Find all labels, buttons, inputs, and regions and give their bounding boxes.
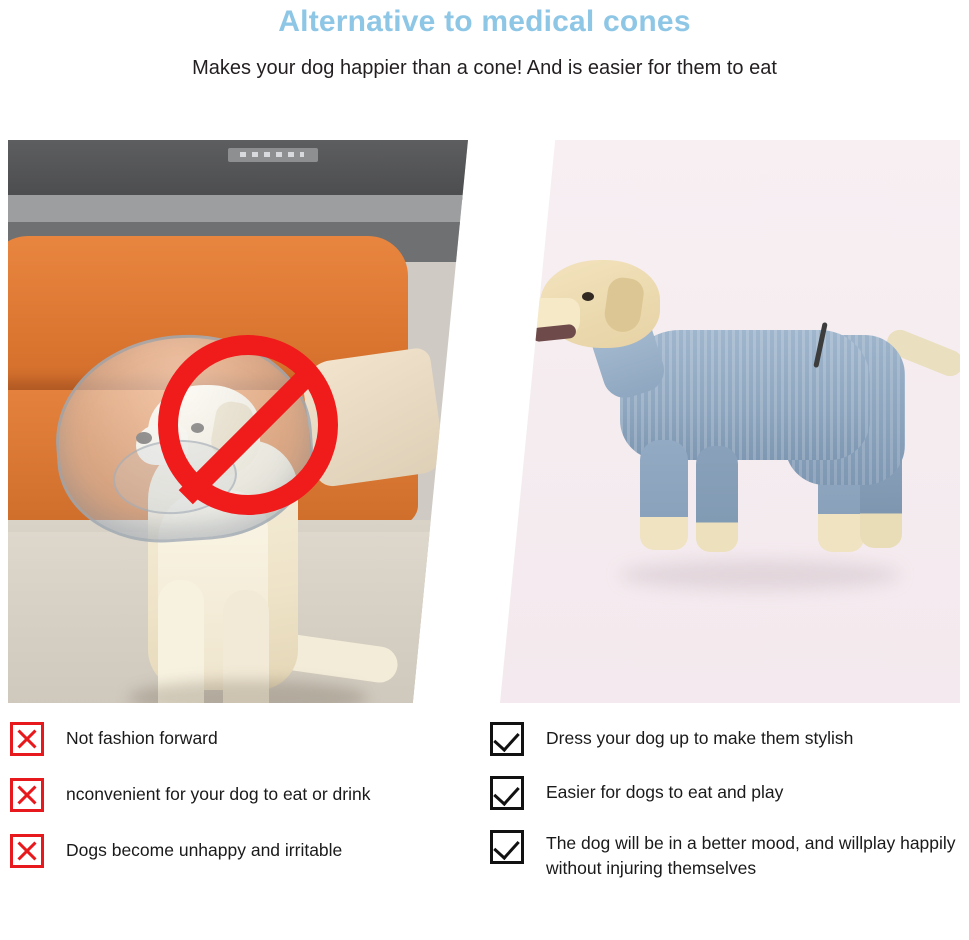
- red-x-checkbox-icon: [10, 722, 44, 756]
- cons-list: [10, 722, 480, 890]
- dog-wearing-medical-cone-photo: [8, 140, 468, 703]
- check-icon: [493, 833, 520, 860]
- list-item-label: Easier for dogs to eat and play: [546, 782, 784, 802]
- dog-nose: [522, 305, 538, 317]
- list-item-label: The dog will be in a better mood, and willplay happily without injuring themselves: [546, 833, 956, 878]
- list-item: [10, 778, 480, 812]
- dog-front-leg-far: [696, 446, 738, 552]
- black-check-checkbox-icon: [490, 776, 524, 810]
- dog-ground-shadow: [620, 560, 900, 590]
- comparison-lists: [0, 722, 969, 940]
- living-room-scene: [8, 140, 468, 703]
- page-title: Alternative to medical cones: [278, 5, 691, 38]
- list-item: [490, 830, 960, 881]
- dog-wearing-recovery-suit-photo: [500, 140, 960, 703]
- check-icon: [493, 725, 520, 752]
- list-item-label: Dogs become unhappy and irritable: [66, 840, 343, 860]
- no-symbol-icon: [158, 335, 338, 515]
- dog-front-leg-near: [640, 440, 688, 550]
- list-item: [10, 722, 480, 756]
- check-icon: [493, 779, 520, 806]
- comparison-images: [0, 132, 969, 712]
- wall-lower: [8, 195, 468, 225]
- red-x-checkbox-icon: [10, 778, 44, 812]
- list-item: [10, 834, 480, 868]
- dog-eye: [582, 292, 594, 301]
- shelf-detail: [240, 152, 304, 157]
- list-item: [490, 722, 960, 756]
- pros-list: [490, 722, 960, 901]
- black-check-checkbox-icon: [490, 722, 524, 756]
- list-item-label: nconvenient for your dog to eat or drink: [66, 784, 371, 804]
- red-x-checkbox-icon: [10, 834, 44, 868]
- page-subtitle: Makes your dog happier than a cone! And is easier for them to eat: [192, 57, 777, 79]
- header: [0, 2, 969, 82]
- list-item-label: Not fashion forward: [66, 728, 218, 748]
- studio-scene: [500, 140, 960, 703]
- black-check-checkbox-icon: [490, 830, 524, 864]
- list-item: [490, 776, 960, 810]
- list-item-label: Dress your dog up to make them stylish: [546, 728, 854, 748]
